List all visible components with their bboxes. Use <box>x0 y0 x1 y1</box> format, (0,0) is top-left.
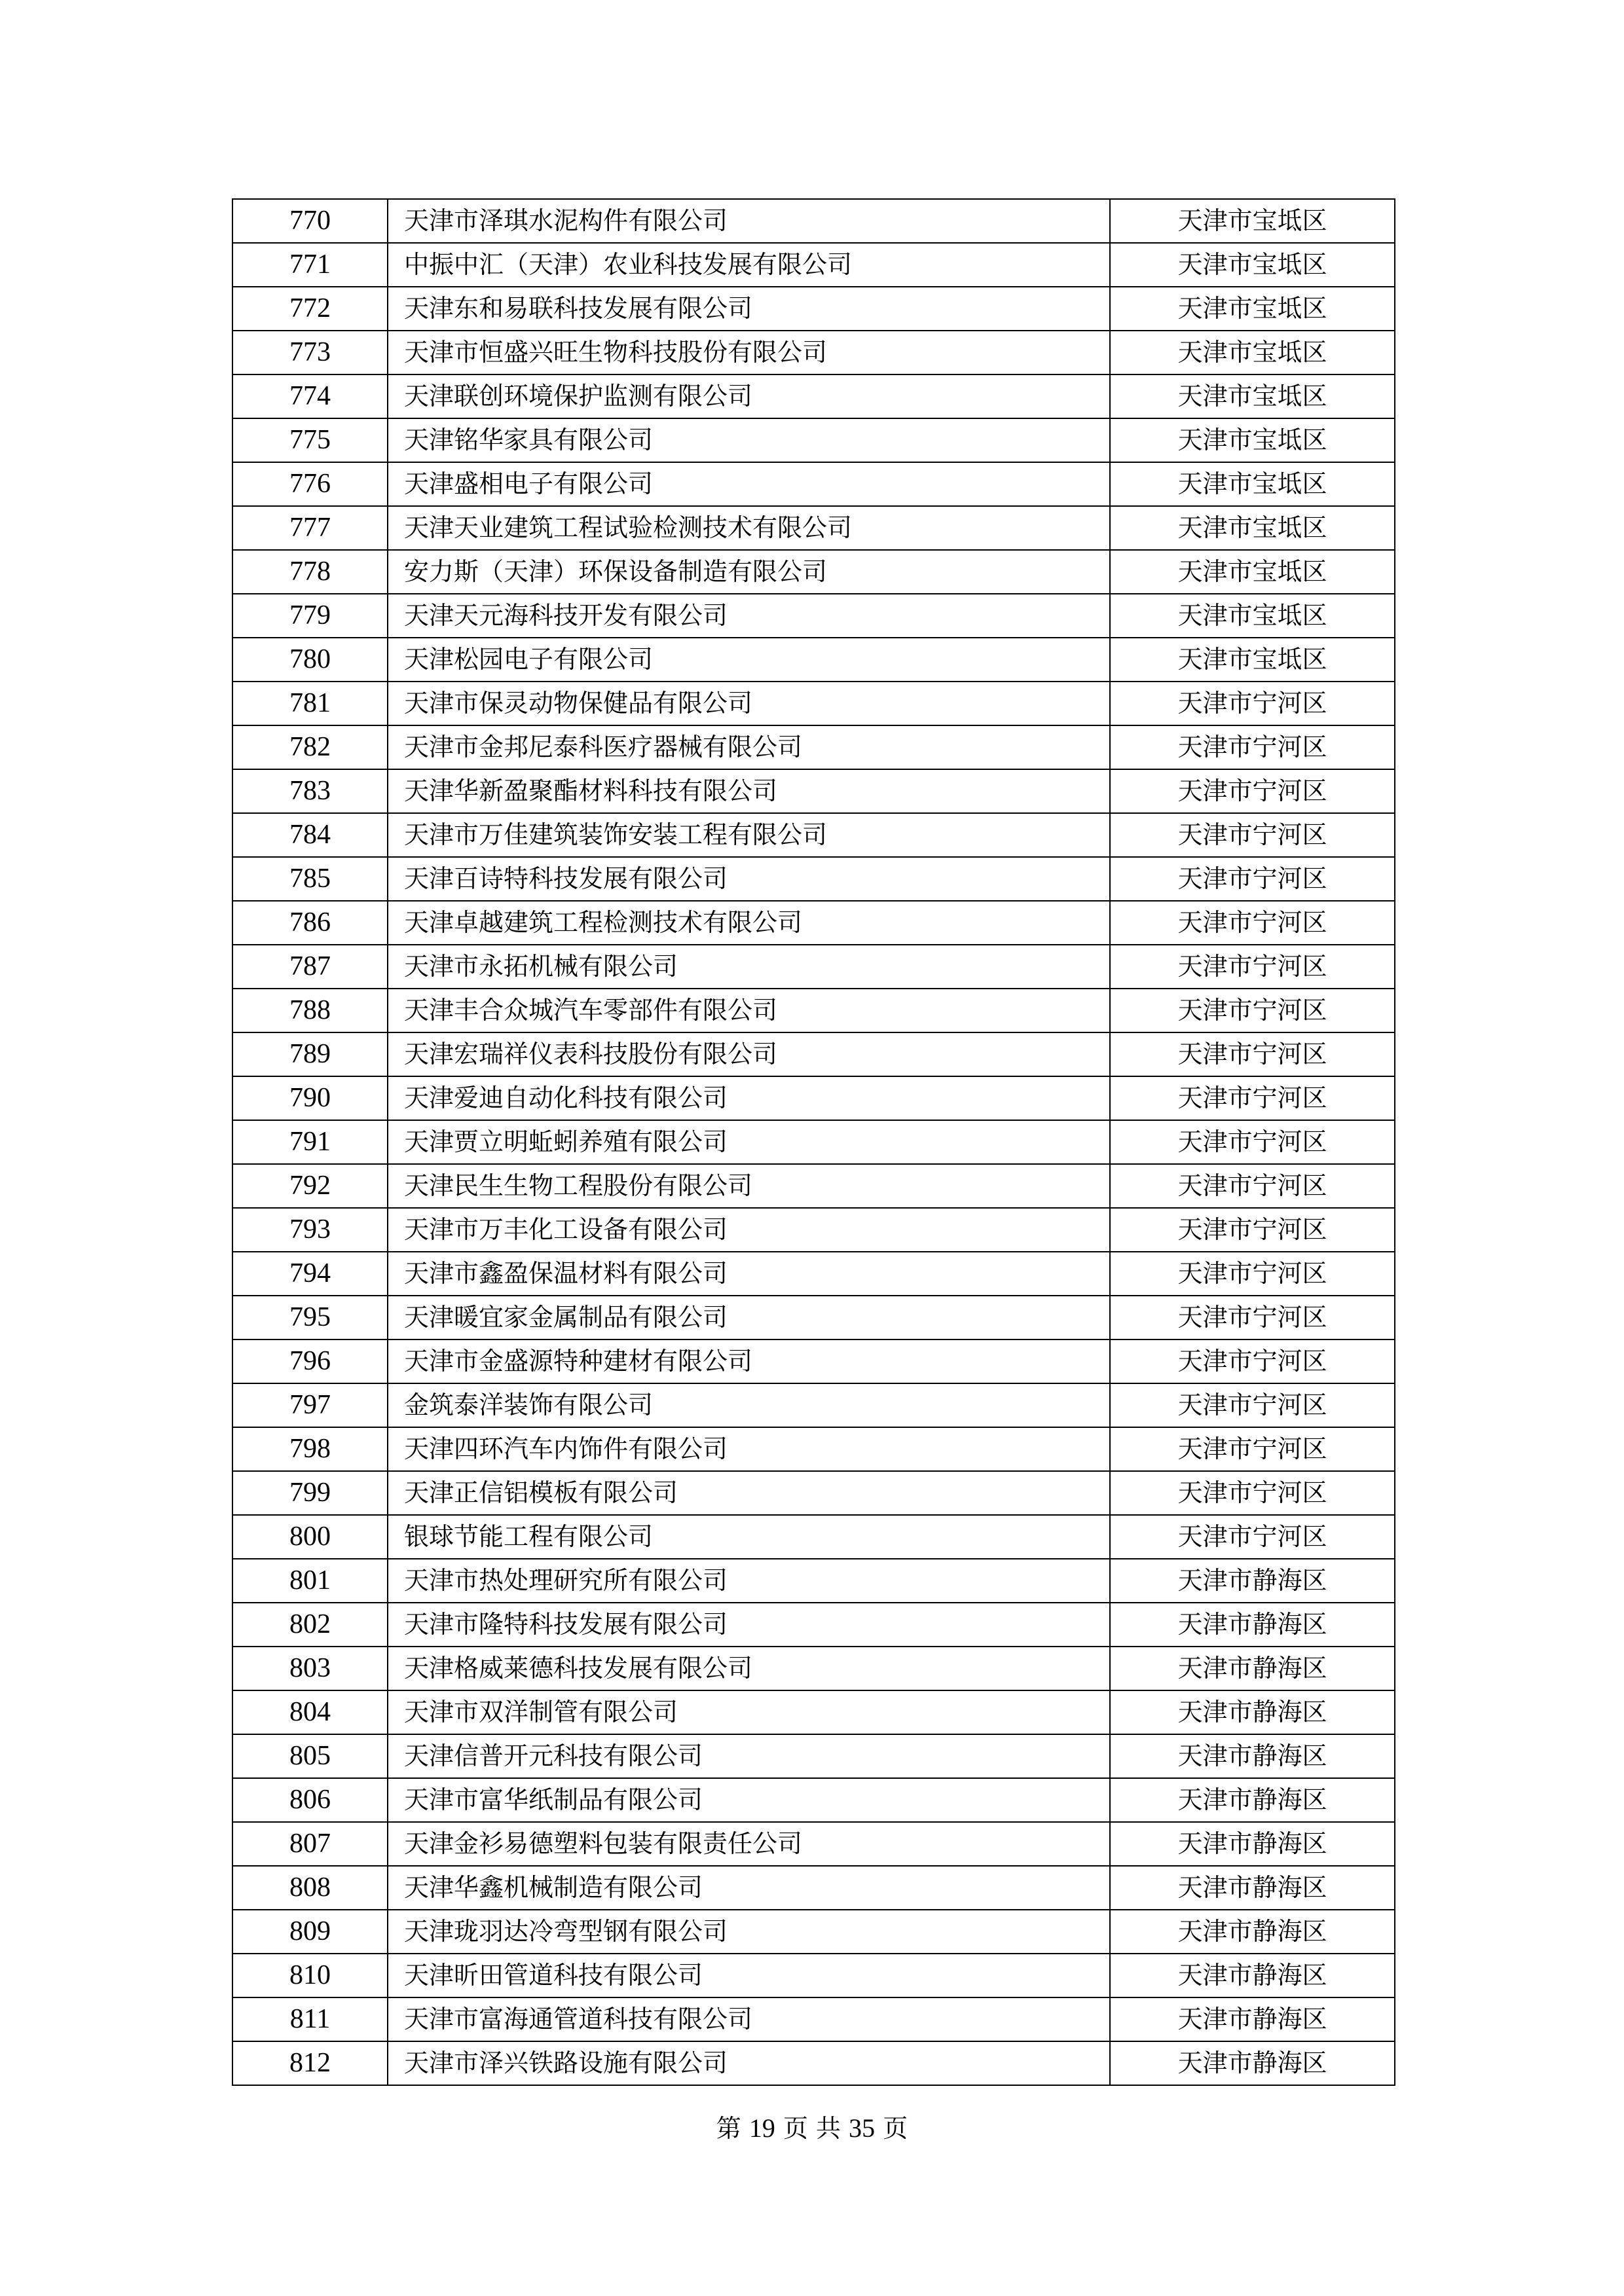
company-name-cell: 天津市富华纸制品有限公司 <box>388 1778 1110 1822</box>
company-name-cell: 天津市金邦尼泰科医疗器械有限公司 <box>388 725 1110 769</box>
table-row <box>232 1954 1395 1997</box>
table-row <box>232 462 1395 506</box>
row-number-cell: 780 <box>232 638 388 682</box>
table-row <box>232 682 1395 725</box>
company-name-cell: 天津市万佳建筑装饰安装工程有限公司 <box>388 813 1110 857</box>
company-name-cell: 天津市隆特科技发展有限公司 <box>388 1603 1110 1647</box>
table-row <box>232 1164 1395 1208</box>
district-cell: 天津市宁河区 <box>1110 1076 1395 1120</box>
district-cell: 天津市宝坻区 <box>1110 374 1395 418</box>
district-cell: 天津市静海区 <box>1110 1997 1395 2041</box>
company-name-cell: 安力斯（天津）环保设备制造有限公司 <box>388 550 1110 594</box>
table-row <box>232 1559 1395 1603</box>
row-number-cell: 778 <box>232 550 388 594</box>
table-row <box>232 725 1395 769</box>
company-name-cell: 天津市双洋制管有限公司 <box>388 1690 1110 1734</box>
district-cell: 天津市静海区 <box>1110 1734 1395 1778</box>
row-number-cell: 787 <box>232 945 388 989</box>
company-name-cell: 天津丰合众城汽车零部件有限公司 <box>388 989 1110 1032</box>
row-number-cell: 788 <box>232 989 388 1032</box>
row-number-cell: 799 <box>232 1471 388 1515</box>
table-row <box>232 989 1395 1032</box>
row-number-cell: 800 <box>232 1515 388 1559</box>
row-number-cell: 806 <box>232 1778 388 1822</box>
district-cell: 天津市宁河区 <box>1110 682 1395 725</box>
row-number-cell: 804 <box>232 1690 388 1734</box>
district-cell: 天津市静海区 <box>1110 1647 1395 1690</box>
company-name-cell: 天津市泽兴铁路设施有限公司 <box>388 2041 1110 2085</box>
company-name-cell: 天津昕田管道科技有限公司 <box>388 1954 1110 1997</box>
company-name-cell: 天津暖宜家金属制品有限公司 <box>388 1296 1110 1339</box>
row-number-cell: 808 <box>232 1866 388 1910</box>
district-cell: 天津市宁河区 <box>1110 1032 1395 1076</box>
table-row <box>232 638 1395 682</box>
table-row <box>232 1647 1395 1690</box>
row-number-cell: 779 <box>232 594 388 638</box>
company-name-cell: 天津珑羽达冷弯型钢有限公司 <box>388 1910 1110 1954</box>
company-name-cell: 天津百诗特科技发展有限公司 <box>388 857 1110 901</box>
company-name-cell: 天津市金盛源特种建材有限公司 <box>388 1339 1110 1383</box>
footer-prefix: 第 <box>716 2114 741 2143</box>
row-number-cell: 777 <box>232 506 388 550</box>
row-number-cell: 776 <box>232 462 388 506</box>
table-row <box>232 1076 1395 1120</box>
row-number-cell: 784 <box>232 813 388 857</box>
district-cell: 天津市静海区 <box>1110 1822 1395 1866</box>
table-row <box>232 1603 1395 1647</box>
row-number-cell: 791 <box>232 1120 388 1164</box>
table-row <box>232 1471 1395 1515</box>
row-number-cell: 797 <box>232 1383 388 1427</box>
company-name-cell: 天津市永拓机械有限公司 <box>388 945 1110 989</box>
table-row <box>232 1383 1395 1427</box>
district-cell: 天津市宁河区 <box>1110 857 1395 901</box>
row-number-cell: 810 <box>232 1954 388 1997</box>
company-name-cell: 天津市保灵动物保健品有限公司 <box>388 682 1110 725</box>
district-cell: 天津市静海区 <box>1110 1954 1395 1997</box>
company-name-cell: 天津贾立明蚯蚓养殖有限公司 <box>388 1120 1110 1164</box>
table-row <box>232 243 1395 287</box>
table-row <box>232 813 1395 857</box>
row-number-cell: 794 <box>232 1252 388 1296</box>
district-cell: 天津市宁河区 <box>1110 1383 1395 1427</box>
company-name-cell: 天津市泽琪水泥构件有限公司 <box>388 199 1110 243</box>
row-number-cell: 771 <box>232 243 388 287</box>
row-number-cell: 811 <box>232 1997 388 2041</box>
table-row <box>232 857 1395 901</box>
district-cell: 天津市宝坻区 <box>1110 243 1395 287</box>
table-row <box>232 945 1395 989</box>
district-cell: 天津市宁河区 <box>1110 725 1395 769</box>
company-name-cell: 天津宏瑞祥仪表科技股份有限公司 <box>388 1032 1110 1076</box>
table-row <box>232 1339 1395 1383</box>
table-row <box>232 550 1395 594</box>
table-row <box>232 374 1395 418</box>
district-cell: 天津市静海区 <box>1110 1603 1395 1647</box>
district-cell: 天津市宁河区 <box>1110 1120 1395 1164</box>
table-row <box>232 1997 1395 2041</box>
table-row <box>232 1822 1395 1866</box>
district-cell: 天津市宁河区 <box>1110 1164 1395 1208</box>
company-name-cell: 天津市万丰化工设备有限公司 <box>388 1208 1110 1252</box>
row-number-cell: 782 <box>232 725 388 769</box>
company-name-cell: 天津卓越建筑工程检测技术有限公司 <box>388 901 1110 945</box>
company-name-cell: 天津格威莱德科技发展有限公司 <box>388 1647 1110 1690</box>
company-name-cell: 天津天元海科技开发有限公司 <box>388 594 1110 638</box>
page-footer <box>0 2110 1624 2147</box>
table-row <box>232 1866 1395 1910</box>
company-name-cell: 天津松园电子有限公司 <box>388 638 1110 682</box>
district-cell: 天津市宁河区 <box>1110 1339 1395 1383</box>
row-number-cell: 783 <box>232 769 388 813</box>
row-number-cell: 796 <box>232 1339 388 1383</box>
district-cell: 天津市宝坻区 <box>1110 506 1395 550</box>
row-number-cell: 795 <box>232 1296 388 1339</box>
district-cell: 天津市静海区 <box>1110 1910 1395 1954</box>
district-cell: 天津市宁河区 <box>1110 1296 1395 1339</box>
district-cell: 天津市静海区 <box>1110 1559 1395 1603</box>
current-page-number: 19 <box>748 2113 775 2143</box>
company-name-cell: 天津正信铝模板有限公司 <box>388 1471 1110 1515</box>
district-cell: 天津市宁河区 <box>1110 901 1395 945</box>
table-row <box>232 199 1395 243</box>
table-row <box>232 506 1395 550</box>
district-cell: 天津市静海区 <box>1110 2041 1395 2085</box>
company-name-cell: 天津金衫易德塑料包装有限责任公司 <box>388 1822 1110 1866</box>
table-row <box>232 1778 1395 1822</box>
table-row <box>232 1032 1395 1076</box>
district-cell: 天津市宁河区 <box>1110 945 1395 989</box>
district-cell: 天津市宁河区 <box>1110 769 1395 813</box>
total-page-number: 35 <box>849 2113 876 2143</box>
company-name-cell: 天津华鑫机械制造有限公司 <box>388 1866 1110 1910</box>
row-number-cell: 772 <box>232 287 388 331</box>
company-name-cell: 天津市恒盛兴旺生物科技股份有限公司 <box>388 331 1110 374</box>
footer-middle: 页 共 <box>783 2114 841 2143</box>
table-row <box>232 1208 1395 1252</box>
table-row <box>232 1296 1395 1339</box>
row-number-cell: 798 <box>232 1427 388 1471</box>
company-name-cell: 天津华新盈聚酯材料科技有限公司 <box>388 769 1110 813</box>
row-number-cell: 770 <box>232 199 388 243</box>
company-name-cell: 天津铭华家具有限公司 <box>388 418 1110 462</box>
district-cell: 天津市宝坻区 <box>1110 638 1395 682</box>
district-cell: 天津市静海区 <box>1110 1778 1395 1822</box>
district-cell: 天津市宁河区 <box>1110 813 1395 857</box>
district-cell: 天津市宝坻区 <box>1110 550 1395 594</box>
row-number-cell: 774 <box>232 374 388 418</box>
table-row <box>232 1910 1395 1954</box>
district-cell: 天津市静海区 <box>1110 1690 1395 1734</box>
row-number-cell: 790 <box>232 1076 388 1120</box>
table-row <box>232 769 1395 813</box>
table-body <box>232 199 1395 2085</box>
table-row <box>232 1690 1395 1734</box>
table-row <box>232 901 1395 945</box>
row-number-cell: 807 <box>232 1822 388 1866</box>
row-number-cell: 805 <box>232 1734 388 1778</box>
row-number-cell: 781 <box>232 682 388 725</box>
district-cell: 天津市宝坻区 <box>1110 287 1395 331</box>
table-row <box>232 1120 1395 1164</box>
district-cell: 天津市宝坻区 <box>1110 418 1395 462</box>
company-name-cell: 天津盛相电子有限公司 <box>388 462 1110 506</box>
district-cell: 天津市宁河区 <box>1110 1515 1395 1559</box>
table-row <box>232 1515 1395 1559</box>
company-name-cell: 天津天业建筑工程试验检测技术有限公司 <box>388 506 1110 550</box>
company-name-cell: 天津东和易联科技发展有限公司 <box>388 287 1110 331</box>
row-number-cell: 801 <box>232 1559 388 1603</box>
company-list-table <box>232 198 1395 2086</box>
company-name-cell: 天津爱迪自动化科技有限公司 <box>388 1076 1110 1120</box>
row-number-cell: 786 <box>232 901 388 945</box>
row-number-cell: 803 <box>232 1647 388 1690</box>
table-row <box>232 1734 1395 1778</box>
table-row <box>232 1252 1395 1296</box>
district-cell: 天津市静海区 <box>1110 1866 1395 1910</box>
footer-suffix: 页 <box>883 2114 908 2143</box>
row-number-cell: 809 <box>232 1910 388 1954</box>
row-number-cell: 775 <box>232 418 388 462</box>
district-cell: 天津市宝坻区 <box>1110 199 1395 243</box>
district-cell: 天津市宁河区 <box>1110 1208 1395 1252</box>
table-row <box>232 418 1395 462</box>
company-name-cell: 天津四环汽车内饰件有限公司 <box>388 1427 1110 1471</box>
table-row <box>232 2041 1395 2085</box>
district-cell: 天津市宁河区 <box>1110 1471 1395 1515</box>
district-cell: 天津市宁河区 <box>1110 989 1395 1032</box>
row-number-cell: 802 <box>232 1603 388 1647</box>
company-name-cell: 中振中汇（天津）农业科技发展有限公司 <box>388 243 1110 287</box>
table-row <box>232 1427 1395 1471</box>
company-name-cell: 天津联创环境保护监测有限公司 <box>388 374 1110 418</box>
district-cell: 天津市宝坻区 <box>1110 594 1395 638</box>
district-cell: 天津市宝坻区 <box>1110 462 1395 506</box>
row-number-cell: 792 <box>232 1164 388 1208</box>
table-row <box>232 287 1395 331</box>
district-cell: 天津市宁河区 <box>1110 1427 1395 1471</box>
company-name-cell: 银球节能工程有限公司 <box>388 1515 1110 1559</box>
row-number-cell: 812 <box>232 2041 388 2085</box>
company-name-cell: 金筑泰洋装饰有限公司 <box>388 1383 1110 1427</box>
table-row <box>232 331 1395 374</box>
district-cell: 天津市宝坻区 <box>1110 331 1395 374</box>
district-cell: 天津市宁河区 <box>1110 1252 1395 1296</box>
company-name-cell: 天津市鑫盈保温材料有限公司 <box>388 1252 1110 1296</box>
company-name-cell: 天津市热处理研究所有限公司 <box>388 1559 1110 1603</box>
company-name-cell: 天津信普开元科技有限公司 <box>388 1734 1110 1778</box>
company-name-cell: 天津民生生物工程股份有限公司 <box>388 1164 1110 1208</box>
row-number-cell: 785 <box>232 857 388 901</box>
row-number-cell: 773 <box>232 331 388 374</box>
table-row <box>232 594 1395 638</box>
row-number-cell: 793 <box>232 1208 388 1252</box>
company-name-cell: 天津市富海通管道科技有限公司 <box>388 1997 1110 2041</box>
row-number-cell: 789 <box>232 1032 388 1076</box>
